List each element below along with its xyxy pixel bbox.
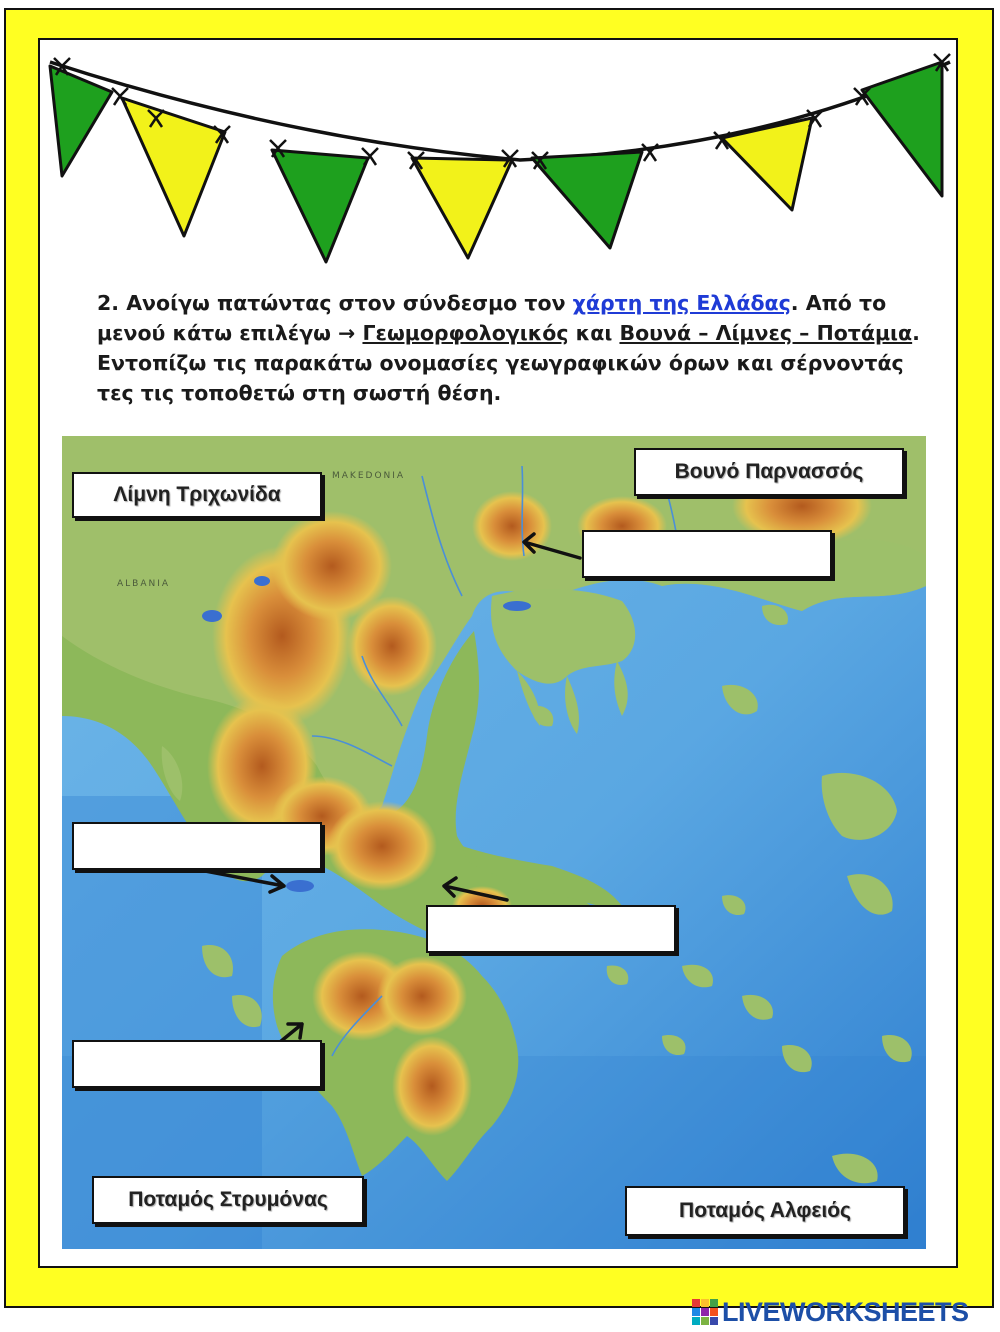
drop-target-parnassos[interactable]	[426, 905, 676, 953]
label-lake-trichonida[interactable]: Λίμνη Τριχωνίδα	[72, 472, 322, 518]
label-alfeios-river[interactable]: Ποταμός Αλφειός	[625, 1186, 905, 1236]
menu-option-geomorphological: Γεωμορφολογικός	[362, 321, 569, 345]
map-label-albania: ALBANIA	[117, 579, 171, 589]
map-label-macedonia: MAKEDONIA	[332, 471, 406, 481]
bunting-decoration	[0, 0, 1000, 270]
liveworksheets-logo-icon	[692, 1299, 718, 1325]
label-strymon-river[interactable]: Ποταμός Στρυμόνας	[92, 1176, 364, 1224]
label-mount-parnassos[interactable]: Βουνό Παρνασσός	[634, 448, 904, 496]
menu-option-mountains-lakes-rivers: Βουνά – Λίμνες – Ποτάμια	[619, 321, 913, 345]
instruction-text	[97, 288, 927, 408]
liveworksheets-footer	[692, 1296, 969, 1328]
flag-yellow-2	[412, 158, 512, 258]
flag-green-4	[862, 62, 942, 196]
lake-trichonida	[286, 880, 314, 892]
instruction-part: . Από το μενού κάτω επιλέγω	[97, 291, 887, 345]
instruction-part: 2. Ανοίγω πατώντας στον σύνδεσμο τον	[97, 291, 573, 315]
liveworksheets-brand: LIVEWORKSHEETS	[722, 1296, 969, 1327]
drop-target-alfeios[interactable]	[72, 1040, 322, 1088]
flag-green-2	[272, 150, 368, 262]
instruction-part: . Εντοπίζω τις παρακάτω ονομασίες γεωγραφικών όρων και σέρνοντάς τες τις τοποθετώ στη σωστή θέση.	[97, 321, 920, 405]
drop-target-trichonida[interactable]	[72, 822, 322, 870]
flag-green-3	[532, 152, 642, 248]
instruction-part: και	[568, 321, 620, 345]
flag-yellow-1	[122, 98, 225, 236]
flag-green-1	[50, 66, 112, 176]
drop-target-strymon[interactable]	[582, 530, 832, 578]
greece-map-link[interactable]: χάρτη της Ελλάδας	[572, 291, 791, 315]
arrow-right-icon: →	[338, 321, 356, 345]
